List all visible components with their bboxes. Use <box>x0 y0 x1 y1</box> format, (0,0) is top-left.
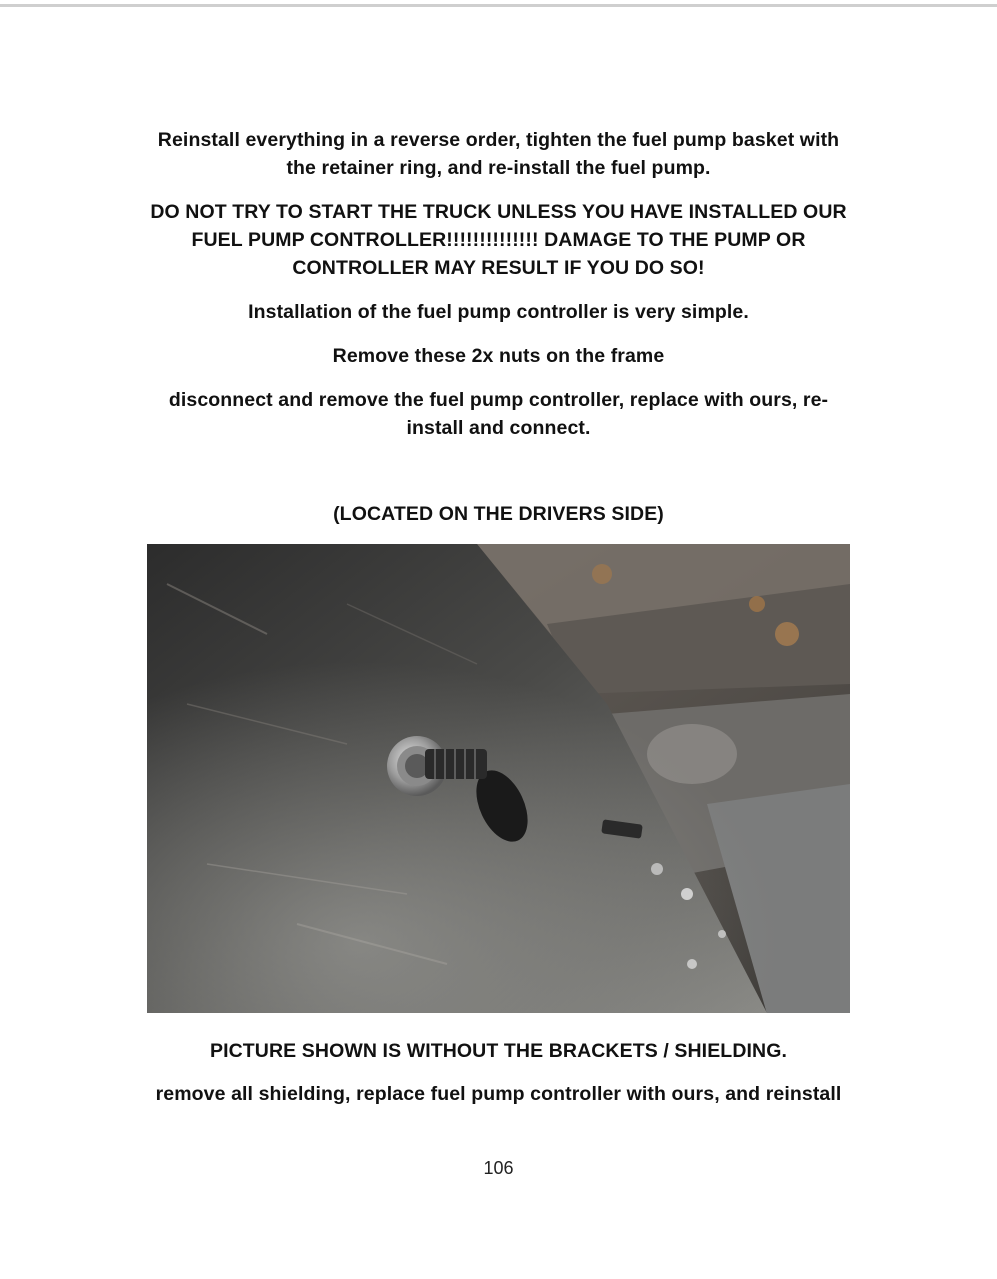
installation-simple-paragraph: Installation of the fuel pump controller is very simple. <box>248 301 749 323</box>
disconnect-paragraph <box>140 386 857 442</box>
document-body <box>140 126 857 458</box>
reinstall-line-2: the retainer ring, and re-install the fuel pump. <box>286 157 711 179</box>
disconnect-line-1: disconnect and remove the fuel pump controller, replace with ours, re- <box>168 389 829 411</box>
disconnect-line-2: install and connect. <box>406 417 591 439</box>
reinstall-paragraph <box>140 126 857 182</box>
remove-nuts-paragraph: Remove these 2x nuts on the frame <box>332 345 665 367</box>
warning-line-1: DO NOT TRY TO START THE TRUCK UNLESS YOU HAVE INSTALLED OUR <box>150 201 847 223</box>
warning-line-3: CONTROLLER MAY RESULT IF YOU DO SO! <box>292 257 705 279</box>
warning-paragraph <box>140 198 857 282</box>
remove-shielding-paragraph: remove all shielding, replace fuel pump controller with ours, and reinstall <box>155 1083 842 1105</box>
page-number: 106 <box>483 1158 514 1178</box>
warning-line-2: FUEL PUMP CONTROLLER!!!!!!!!!!!!!! DAMAGE TO THE PUMP OR <box>191 229 806 251</box>
reinstall-line-1: Reinstall everything in a reverse order, tighten the fuel pump basket with <box>157 129 840 151</box>
picture-caption: PICTURE SHOWN IS WITHOUT THE BRACKETS / SHIELDING. <box>209 1040 787 1062</box>
frame-photo-illustration <box>147 544 850 1013</box>
frame-nut-photo <box>147 544 850 1013</box>
located-drivers-side: (LOCATED ON THE DRIVERS SIDE) <box>333 503 664 525</box>
top-divider <box>0 4 997 7</box>
